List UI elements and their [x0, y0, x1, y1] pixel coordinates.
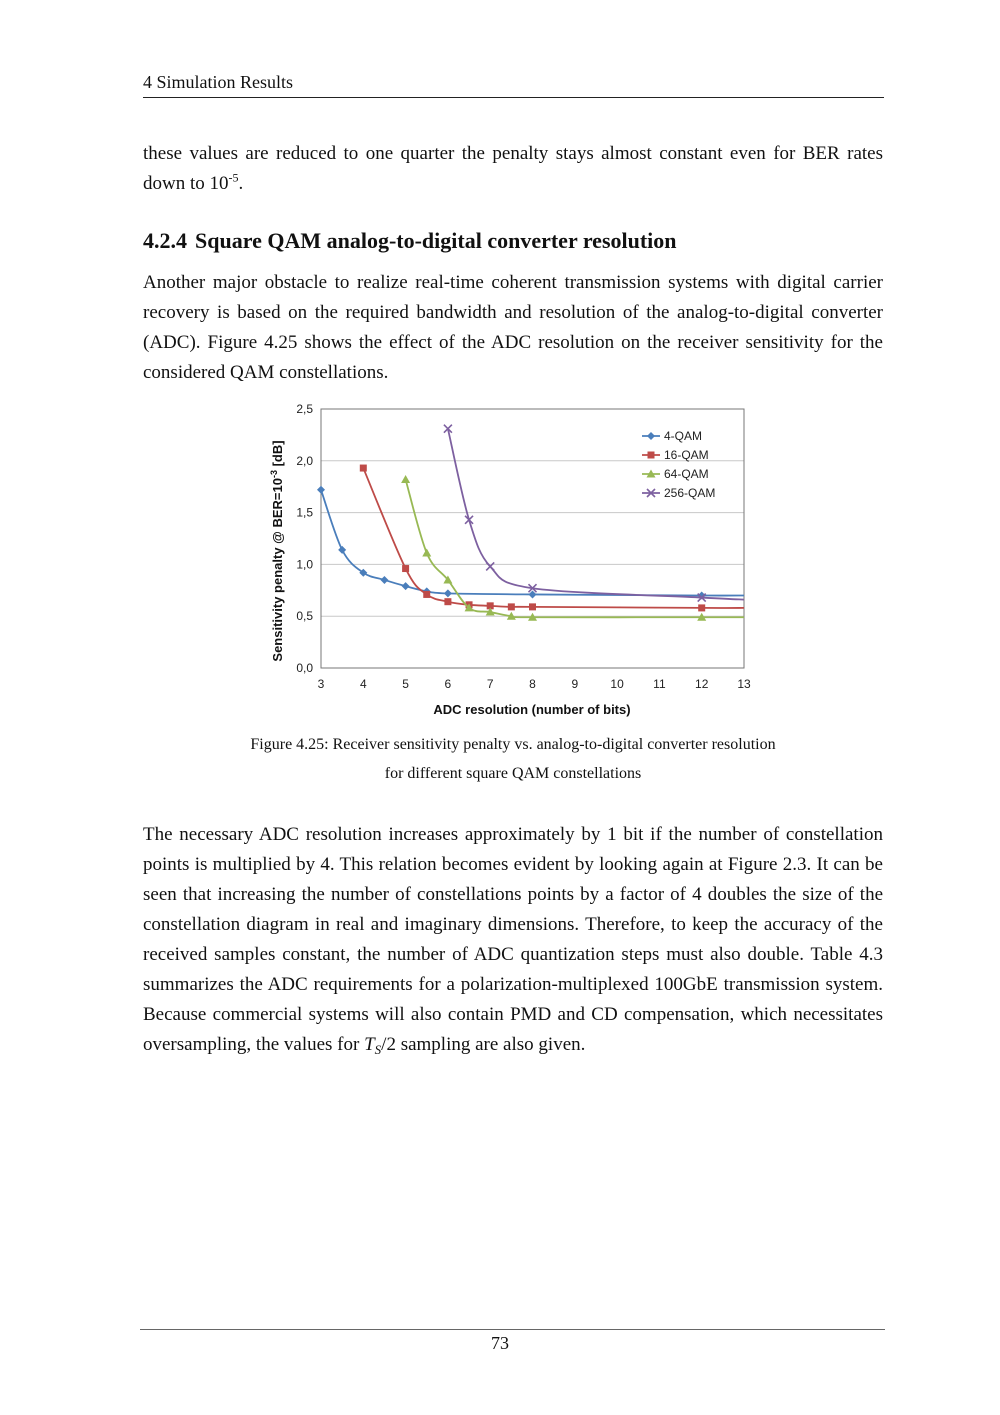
y-tick-label: 2,0	[296, 453, 313, 468]
paragraph-adc-intro: Another major obstacle to realize real-time coherent transmission systems with digital carrier recovery is based on the required bandwidth and resolution of the analog-to-digital converter (ADC). Figure 4.25 shows the effect of the ADC resolution on the receiver sensitivity for the considered QAM constellations.	[143, 272, 883, 383]
x-axis-label: ADC resolution (number of bits)	[433, 702, 631, 717]
y-axis-label	[269, 440, 285, 661]
y-tick-label: 2,5	[296, 402, 313, 416]
caption-line-2: for different square QAM constellations	[384, 765, 642, 782]
data-point-4-qam	[338, 546, 346, 554]
section-number: 4.2.4	[143, 228, 187, 253]
caption-line-1: Figure 4.25: Receiver sensitivity penalty vs. analog-to-digital converter resolution	[250, 736, 776, 753]
x-tick-label: 10	[610, 677, 624, 691]
chart-legend	[642, 429, 715, 500]
paragraph2-text: The necessary ADC resolution increases approximately by 1 bit if the number of constellation points is multiplied by 4. This relation becomes evident by looking again at Figure 2.3. It can be seen that increasing the number of constellations points by a factor of 4 doubles the size of the constellation diagram in real and imaginary dimensions. Therefore, to keep the accuracy of the received samples constant, the number of ADC quantization steps must also double. Table 4.3 summarizes the ADC requirements for a polarization-multiplexed 100GbE transmission system. Because commercial systems will also contain PMD and CD compensation, which necessitates oversampling, the values for	[143, 824, 883, 1055]
sensitivity-chart	[268, 398, 758, 723]
intro-paragraph	[143, 139, 883, 199]
y-axis-label-exponent: -3	[269, 470, 279, 479]
running-header-title: 4 Simulation Results	[143, 72, 294, 92]
legend-label: 4-QAM	[664, 429, 703, 443]
section-heading	[143, 228, 677, 254]
data-point-4-qam	[317, 486, 325, 494]
data-point-64-qam	[401, 475, 410, 483]
page-number: 73	[491, 1333, 509, 1353]
y-tick-label: 1,0	[296, 557, 313, 572]
data-point-16-qam	[529, 603, 536, 610]
legend-marker	[648, 452, 655, 459]
y-tick-label: 1,5	[296, 505, 313, 520]
legend-label: 256-QAM	[664, 486, 716, 500]
paragraph2-end: /2 sampling are also given.	[381, 1034, 586, 1055]
data-point-16-qam	[402, 565, 409, 572]
x-tick-label: 4	[359, 677, 367, 691]
intro-exponent: -5	[228, 170, 239, 185]
data-point-4-qam	[380, 576, 388, 584]
intro-end: .	[238, 173, 244, 194]
x-tick-label: 13	[737, 677, 751, 691]
y-axis-label-prefix: Sensitivity penalty @ BER=10	[270, 478, 285, 662]
data-point-16-qam	[423, 591, 430, 598]
section-title: Square QAM analog-to-digital converter resolution	[195, 228, 677, 253]
data-point-16-qam	[444, 598, 451, 605]
data-point-4-qam	[402, 582, 410, 590]
x-tick-label: 12	[695, 677, 709, 691]
y-axis-label-suffix: [dB]	[270, 440, 285, 471]
data-point-64-qam	[422, 549, 431, 557]
data-point-16-qam	[508, 603, 515, 610]
footer-divider	[140, 1329, 885, 1330]
x-tick-label: 5	[402, 677, 409, 691]
y-tick-label: 0,5	[296, 609, 313, 624]
legend-label: 64-QAM	[664, 467, 709, 481]
running-header	[143, 72, 884, 98]
ts-variable: T	[364, 1034, 375, 1055]
data-point-16-qam	[360, 465, 367, 472]
x-tick-label: 6	[444, 677, 452, 691]
x-tick-label: 11	[653, 677, 666, 691]
data-point-16-qam	[698, 604, 705, 611]
y-tick-label: 0,0	[296, 661, 313, 675]
intro-text: these values are reduced to one quarter the penalty stays almost constant even for BER rates down to 10	[143, 143, 883, 194]
figure-caption	[143, 730, 883, 788]
plot-area	[296, 402, 751, 691]
legend-marker	[647, 432, 655, 440]
x-tick-label: 7	[486, 677, 494, 691]
ts-subscript: S	[374, 1042, 382, 1057]
x-tick-label: 8	[529, 677, 536, 691]
data-point-4-qam	[444, 589, 452, 597]
legend-label: 16-QAM	[664, 448, 709, 462]
data-point-256-qam	[486, 562, 494, 570]
paragraph-adc-requirements	[143, 820, 883, 1065]
x-tick-label: 3	[317, 677, 325, 691]
x-tick-label: 9	[571, 677, 579, 691]
